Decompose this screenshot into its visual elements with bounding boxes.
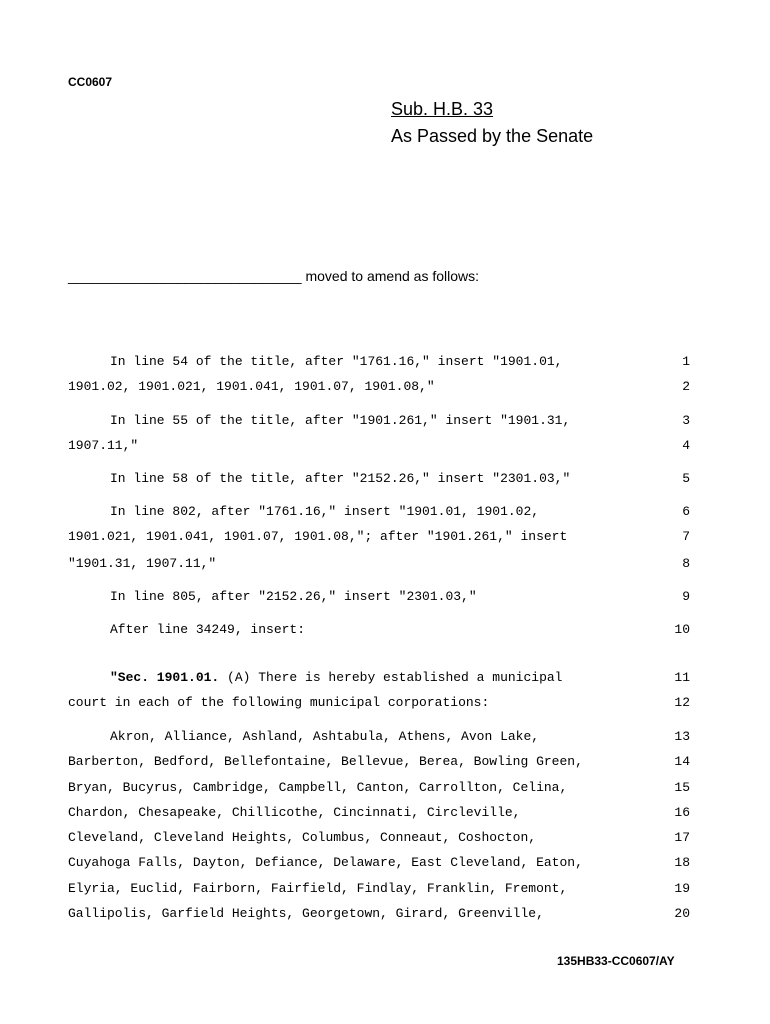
text-line — [0, 830, 770, 850]
line-text — [68, 754, 583, 769]
text-line — [0, 438, 770, 458]
bill-subtitle: As Passed by the Senate — [391, 126, 594, 146]
line-number: 4 — [682, 438, 690, 453]
line-number: 6 — [682, 504, 690, 519]
mover-line — [68, 268, 479, 284]
line-number: 16 — [674, 805, 690, 820]
text-line — [0, 754, 770, 774]
line-number: 19 — [674, 881, 690, 896]
line-content: In line 55 of the title, after "1901.261," insert "1901.31, — [110, 413, 571, 428]
line-content: Chardon, Chesapeake, Chillicothe, Cincinnati, Circleville, — [68, 805, 521, 820]
line-number: 2 — [682, 379, 690, 394]
line-text — [68, 906, 544, 921]
line-text — [68, 855, 583, 870]
line-number: 20 — [674, 906, 690, 921]
line-text — [68, 379, 435, 394]
line-number: 8 — [682, 556, 690, 571]
text-line — [0, 471, 770, 491]
line-content: In line 805, after "2152.26," insert "2301.03," — [110, 589, 477, 604]
line-number: 5 — [682, 471, 690, 486]
line-text — [110, 589, 477, 604]
line-number: 13 — [674, 729, 690, 744]
text-line — [0, 670, 770, 690]
text-line — [0, 354, 770, 374]
document-code: CC0607 — [68, 75, 113, 89]
text-line — [0, 805, 770, 825]
line-content: 1907.11," — [68, 438, 139, 453]
line-content: (A) There is hereby established a municipal — [219, 670, 563, 685]
line-text — [110, 670, 562, 685]
line-content: In line 802, after "1761.16," insert "1901.01, 1901.02, — [110, 504, 540, 519]
line-text — [68, 805, 520, 820]
line-number: 1 — [682, 354, 690, 369]
text-line — [0, 589, 770, 609]
line-number: 14 — [674, 754, 690, 769]
line-text — [110, 354, 562, 369]
line-content: Cleveland, Cleveland Heights, Columbus, Conneaut, Coshocton, — [68, 830, 537, 845]
line-content: 1901.021, 1901.041, 1901.07, 1901.08,"; after "1901.261," insert — [68, 529, 568, 544]
line-number: 17 — [674, 830, 690, 845]
line-text — [110, 471, 570, 486]
line-text — [110, 504, 539, 519]
line-content: After line 34249, insert: — [110, 622, 306, 637]
text-line — [0, 556, 770, 576]
line-text — [68, 881, 567, 896]
text-line — [0, 906, 770, 926]
line-content: In line 54 of the title, after "1761.16," insert "1901.01, — [110, 354, 563, 369]
line-content: Gallipolis, Garfield Heights, Georgetown, Girard, Greenville, — [68, 906, 544, 921]
line-number: 18 — [674, 855, 690, 870]
line-text — [68, 830, 536, 845]
line-number: 10 — [674, 622, 690, 637]
line-number: 15 — [674, 780, 690, 795]
line-content: 1901.02, 1901.021, 1901.041, 1901.07, 1901.08," — [68, 379, 435, 394]
line-text — [110, 413, 570, 428]
text-line — [0, 413, 770, 433]
text-line — [0, 504, 770, 524]
line-content: In line 58 of the title, after "2152.26," insert "2301.03," — [110, 471, 571, 486]
text-line — [0, 529, 770, 549]
line-number: 7 — [682, 529, 690, 544]
line-text — [110, 729, 539, 744]
mover-blank: ______________________________ — [68, 268, 302, 284]
footer-code: 135HB33-CC0607/AY — [557, 954, 675, 968]
text-line — [0, 780, 770, 800]
line-text — [110, 622, 305, 637]
line-content: "1901.31, 1907.11," — [68, 556, 217, 571]
line-text — [68, 780, 567, 795]
line-content: court in each of the following municipal corporations: — [68, 695, 490, 710]
text-line — [0, 881, 770, 901]
line-text — [68, 556, 216, 571]
line-number: 11 — [674, 670, 690, 685]
line-text — [68, 695, 489, 710]
line-text — [68, 438, 138, 453]
line-content: Bryan, Bucyrus, Cambridge, Campbell, Canton, Carrollton, Celina, — [68, 780, 568, 795]
line-text — [68, 529, 567, 544]
line-number: 12 — [674, 695, 690, 710]
text-line — [0, 695, 770, 715]
line-number: 9 — [682, 589, 690, 604]
line-content: Akron, Alliance, Ashland, Ashtabula, Athens, Avon Lake, — [110, 729, 540, 744]
line-content: Cuyahoga Falls, Dayton, Defiance, Delaware, East Cleveland, Eaton, — [68, 855, 583, 870]
section-heading: "Sec. 1901.01. — [110, 670, 220, 685]
text-line — [0, 855, 770, 875]
text-line — [0, 622, 770, 642]
line-content: Elyria, Euclid, Fairborn, Fairfield, Findlay, Franklin, Fremont, — [68, 881, 568, 896]
mover-text: moved to amend as follows: — [301, 268, 480, 284]
bill-title: Sub. H.B. 33 — [391, 99, 494, 119]
line-number: 3 — [682, 413, 690, 428]
text-line — [0, 729, 770, 749]
text-line — [0, 379, 770, 399]
line-content: Barberton, Bedford, Bellefontaine, Bellevue, Berea, Bowling Green, — [68, 754, 583, 769]
